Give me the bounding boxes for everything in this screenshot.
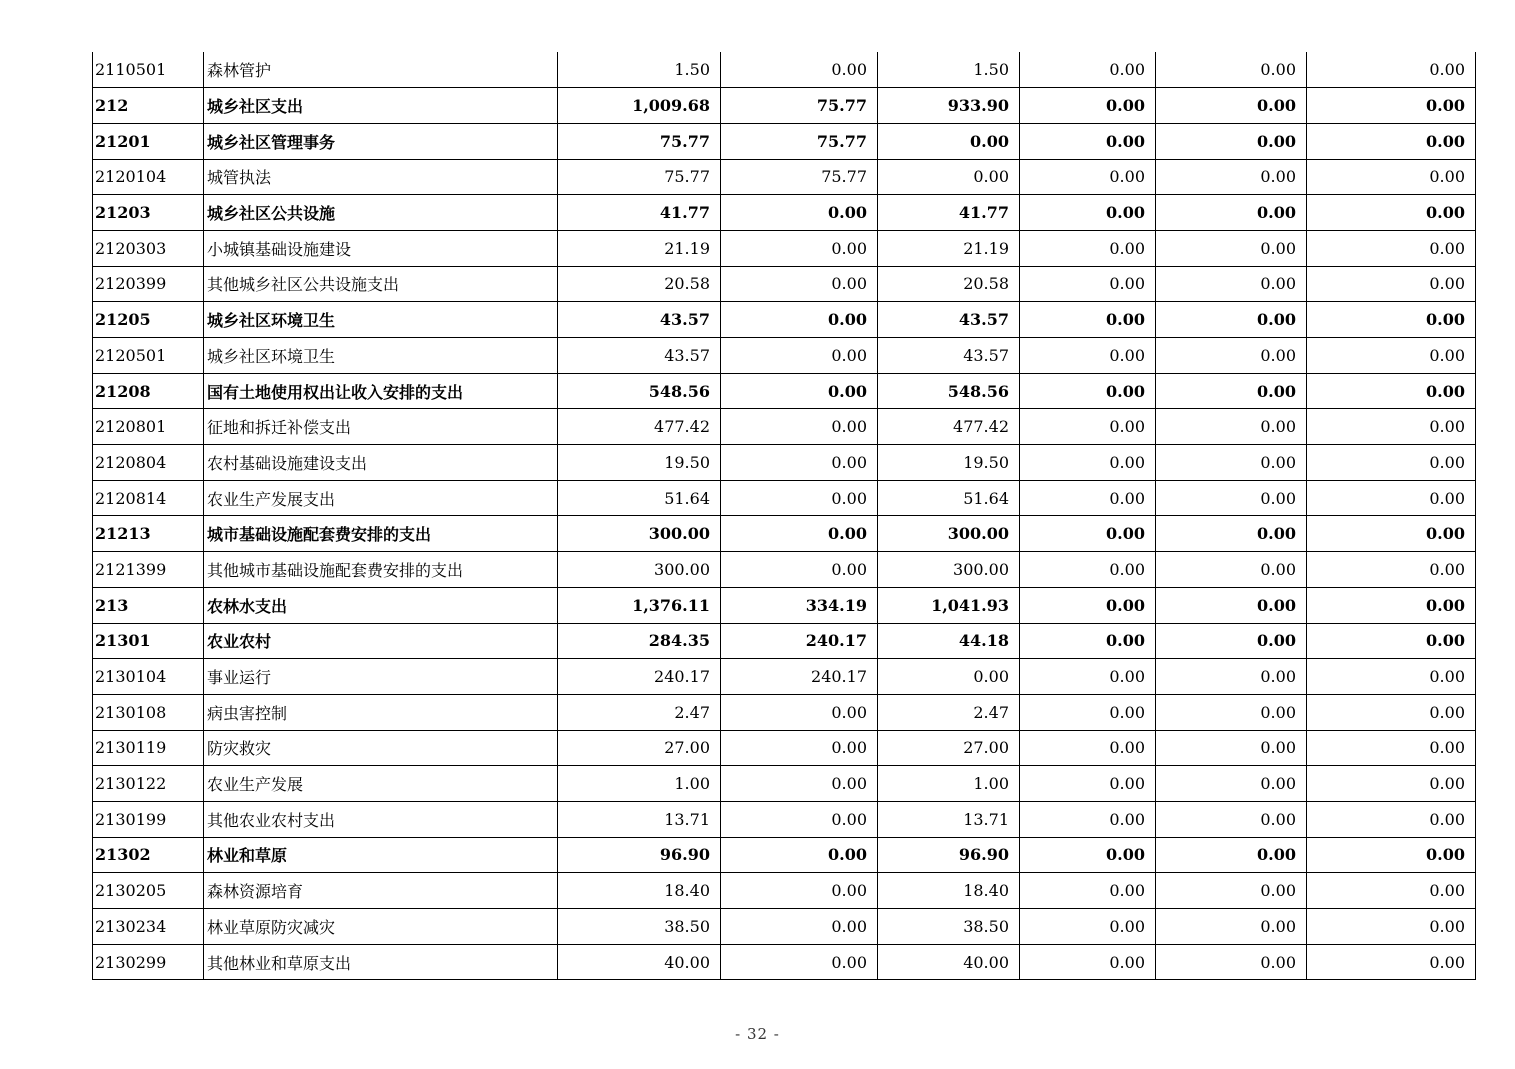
cell-subject-name: 城乡社区支出 <box>204 88 558 124</box>
cell-amount-2: 75.77 <box>721 159 878 195</box>
cell-amount-1: 43.57 <box>558 302 721 338</box>
cell-subject-code: 2121399 <box>93 552 204 588</box>
cell-amount-3: 0.00 <box>878 123 1020 159</box>
cell-amount-2: 0.00 <box>721 944 878 980</box>
cell-amount-5: 0.00 <box>1156 659 1307 695</box>
cell-amount-6: 0.00 <box>1307 373 1476 409</box>
cell-amount-4: 0.00 <box>1020 801 1156 837</box>
cell-amount-2: 75.77 <box>721 123 878 159</box>
cell-amount-6: 0.00 <box>1307 123 1476 159</box>
cell-subject-name: 农业生产发展 <box>204 766 558 802</box>
cell-amount-2: 0.00 <box>721 230 878 266</box>
cell-amount-5: 0.00 <box>1156 409 1307 445</box>
cell-amount-4: 0.00 <box>1020 480 1156 516</box>
cell-subject-name: 城管执法 <box>204 159 558 195</box>
cell-amount-5: 0.00 <box>1156 801 1307 837</box>
cell-subject-name: 农业生产发展支出 <box>204 480 558 516</box>
cell-amount-3: 1,041.93 <box>878 587 1020 623</box>
cell-subject-code: 212 <box>93 88 204 124</box>
table-row <box>93 480 1476 516</box>
cell-amount-5: 0.00 <box>1156 730 1307 766</box>
cell-subject-name: 森林资源培育 <box>204 873 558 909</box>
cell-amount-4: 0.00 <box>1020 445 1156 481</box>
cell-subject-code: 2120303 <box>93 230 204 266</box>
cell-amount-1: 27.00 <box>558 730 721 766</box>
cell-amount-2: 75.77 <box>721 88 878 124</box>
table-row <box>93 266 1476 302</box>
cell-subject-name: 农村基础设施建设支出 <box>204 445 558 481</box>
cell-amount-4: 0.00 <box>1020 909 1156 945</box>
cell-subject-name: 城乡社区环境卫生 <box>204 338 558 374</box>
cell-amount-6: 0.00 <box>1307 302 1476 338</box>
table-row <box>93 694 1476 730</box>
cell-amount-6: 0.00 <box>1307 159 1476 195</box>
cell-amount-2: 0.00 <box>721 52 878 88</box>
cell-amount-5: 0.00 <box>1156 52 1307 88</box>
cell-subject-name: 病虫害控制 <box>204 694 558 730</box>
cell-amount-2: 0.00 <box>721 338 878 374</box>
cell-subject-code: 21208 <box>93 373 204 409</box>
cell-amount-4: 0.00 <box>1020 88 1156 124</box>
cell-amount-6: 0.00 <box>1307 837 1476 873</box>
cell-amount-3: 1.00 <box>878 766 1020 802</box>
cell-amount-1: 18.40 <box>558 873 721 909</box>
cell-amount-2: 0.00 <box>721 516 878 552</box>
cell-amount-3: 933.90 <box>878 88 1020 124</box>
cell-amount-3: 18.40 <box>878 873 1020 909</box>
cell-subject-name: 国有土地使用权出让收入安排的支出 <box>204 373 558 409</box>
cell-subject-code: 2120104 <box>93 159 204 195</box>
cell-amount-3: 0.00 <box>878 659 1020 695</box>
cell-amount-6: 0.00 <box>1307 52 1476 88</box>
cell-amount-5: 0.00 <box>1156 587 1307 623</box>
cell-amount-2: 240.17 <box>721 623 878 659</box>
cell-amount-5: 0.00 <box>1156 766 1307 802</box>
cell-subject-code: 21201 <box>93 123 204 159</box>
cell-amount-6: 0.00 <box>1307 587 1476 623</box>
cell-amount-3: 43.57 <box>878 338 1020 374</box>
cell-amount-1: 13.71 <box>558 801 721 837</box>
cell-subject-code: 2130122 <box>93 766 204 802</box>
table-row <box>93 159 1476 195</box>
cell-subject-name: 事业运行 <box>204 659 558 695</box>
cell-amount-1: 1,009.68 <box>558 88 721 124</box>
table-body <box>93 52 1476 980</box>
cell-amount-5: 0.00 <box>1156 88 1307 124</box>
cell-subject-name: 林业和草原 <box>204 837 558 873</box>
cell-subject-name: 其他农业农村支出 <box>204 801 558 837</box>
cell-amount-1: 548.56 <box>558 373 721 409</box>
cell-amount-5: 0.00 <box>1156 445 1307 481</box>
cell-amount-5: 0.00 <box>1156 552 1307 588</box>
cell-amount-1: 2.47 <box>558 694 721 730</box>
cell-amount-3: 548.56 <box>878 373 1020 409</box>
cell-amount-5: 0.00 <box>1156 480 1307 516</box>
cell-amount-6: 0.00 <box>1307 909 1476 945</box>
table-row <box>93 445 1476 481</box>
cell-subject-name: 城乡社区环境卫生 <box>204 302 558 338</box>
table-row <box>93 909 1476 945</box>
cell-amount-6: 0.00 <box>1307 445 1476 481</box>
cell-amount-4: 0.00 <box>1020 123 1156 159</box>
cell-amount-3: 13.71 <box>878 801 1020 837</box>
cell-subject-code: 213 <box>93 587 204 623</box>
cell-subject-code: 2130234 <box>93 909 204 945</box>
table-row <box>93 409 1476 445</box>
budget-table <box>92 52 1476 980</box>
cell-amount-1: 75.77 <box>558 159 721 195</box>
cell-amount-6: 0.00 <box>1307 480 1476 516</box>
cell-amount-1: 20.58 <box>558 266 721 302</box>
table-row <box>93 52 1476 88</box>
cell-subject-code: 2120399 <box>93 266 204 302</box>
cell-amount-1: 51.64 <box>558 480 721 516</box>
cell-amount-5: 0.00 <box>1156 694 1307 730</box>
cell-subject-name: 森林管护 <box>204 52 558 88</box>
cell-amount-1: 477.42 <box>558 409 721 445</box>
cell-amount-2: 0.00 <box>721 373 878 409</box>
cell-amount-4: 0.00 <box>1020 587 1156 623</box>
table-row <box>93 230 1476 266</box>
cell-subject-name: 小城镇基础设施建设 <box>204 230 558 266</box>
cell-amount-4: 0.00 <box>1020 694 1156 730</box>
cell-amount-2: 0.00 <box>721 409 878 445</box>
cell-subject-code: 21301 <box>93 623 204 659</box>
cell-amount-5: 0.00 <box>1156 837 1307 873</box>
cell-amount-3: 41.77 <box>878 195 1020 231</box>
table-row <box>93 873 1476 909</box>
cell-subject-name: 城乡社区管理事务 <box>204 123 558 159</box>
table-row <box>93 730 1476 766</box>
cell-amount-2: 0.00 <box>721 480 878 516</box>
cell-subject-code: 2130104 <box>93 659 204 695</box>
cell-amount-1: 96.90 <box>558 837 721 873</box>
table-row <box>93 552 1476 588</box>
cell-subject-name: 农业农村 <box>204 623 558 659</box>
cell-amount-1: 43.57 <box>558 338 721 374</box>
cell-subject-name: 防灾救灾 <box>204 730 558 766</box>
cell-subject-name: 征地和拆迁补偿支出 <box>204 409 558 445</box>
table-row <box>93 766 1476 802</box>
cell-amount-4: 0.00 <box>1020 552 1156 588</box>
cell-amount-4: 0.00 <box>1020 623 1156 659</box>
table-row <box>93 123 1476 159</box>
cell-amount-5: 0.00 <box>1156 230 1307 266</box>
cell-subject-name: 其他城市基础设施配套费安排的支出 <box>204 552 558 588</box>
cell-amount-3: 0.00 <box>878 159 1020 195</box>
cell-amount-5: 0.00 <box>1156 123 1307 159</box>
table-row <box>93 944 1476 980</box>
cell-subject-code: 2130119 <box>93 730 204 766</box>
cell-amount-2: 0.00 <box>721 266 878 302</box>
cell-amount-5: 0.00 <box>1156 266 1307 302</box>
cell-amount-4: 0.00 <box>1020 730 1156 766</box>
table-row <box>93 587 1476 623</box>
cell-amount-4: 0.00 <box>1020 230 1156 266</box>
cell-amount-2: 240.17 <box>721 659 878 695</box>
cell-amount-4: 0.00 <box>1020 195 1156 231</box>
cell-amount-1: 284.35 <box>558 623 721 659</box>
cell-amount-5: 0.00 <box>1156 373 1307 409</box>
cell-subject-code: 2120501 <box>93 338 204 374</box>
cell-amount-6: 0.00 <box>1307 873 1476 909</box>
cell-amount-5: 0.00 <box>1156 623 1307 659</box>
cell-subject-code: 2120814 <box>93 480 204 516</box>
cell-amount-2: 0.00 <box>721 730 878 766</box>
cell-amount-6: 0.00 <box>1307 730 1476 766</box>
cell-amount-6: 0.00 <box>1307 766 1476 802</box>
cell-amount-6: 0.00 <box>1307 338 1476 374</box>
cell-amount-6: 0.00 <box>1307 623 1476 659</box>
cell-amount-6: 0.00 <box>1307 659 1476 695</box>
cell-amount-3: 2.47 <box>878 694 1020 730</box>
cell-amount-4: 0.00 <box>1020 766 1156 802</box>
cell-subject-code: 2130199 <box>93 801 204 837</box>
cell-amount-1: 38.50 <box>558 909 721 945</box>
cell-amount-4: 0.00 <box>1020 659 1156 695</box>
table-row <box>93 837 1476 873</box>
cell-amount-6: 0.00 <box>1307 516 1476 552</box>
cell-amount-3: 27.00 <box>878 730 1020 766</box>
cell-amount-6: 0.00 <box>1307 195 1476 231</box>
cell-amount-2: 0.00 <box>721 552 878 588</box>
cell-amount-3: 19.50 <box>878 445 1020 481</box>
table-row <box>93 623 1476 659</box>
cell-amount-5: 0.00 <box>1156 159 1307 195</box>
cell-amount-2: 0.00 <box>721 766 878 802</box>
cell-amount-6: 0.00 <box>1307 944 1476 980</box>
table-row <box>93 338 1476 374</box>
cell-amount-1: 41.77 <box>558 195 721 231</box>
table-row <box>93 801 1476 837</box>
cell-amount-1: 1.50 <box>558 52 721 88</box>
cell-amount-4: 0.00 <box>1020 409 1156 445</box>
cell-amount-6: 0.00 <box>1307 801 1476 837</box>
cell-subject-code: 2130108 <box>93 694 204 730</box>
cell-amount-5: 0.00 <box>1156 302 1307 338</box>
cell-amount-3: 43.57 <box>878 302 1020 338</box>
cell-amount-4: 0.00 <box>1020 516 1156 552</box>
cell-amount-6: 0.00 <box>1307 694 1476 730</box>
cell-amount-4: 0.00 <box>1020 338 1156 374</box>
cell-amount-1: 300.00 <box>558 516 721 552</box>
cell-subject-name: 其他林业和草原支出 <box>204 944 558 980</box>
cell-amount-2: 0.00 <box>721 694 878 730</box>
cell-amount-3: 38.50 <box>878 909 1020 945</box>
cell-amount-3: 21.19 <box>878 230 1020 266</box>
cell-amount-6: 0.00 <box>1307 230 1476 266</box>
cell-amount-3: 96.90 <box>878 837 1020 873</box>
cell-subject-code: 2130299 <box>93 944 204 980</box>
page-number: - 32 - <box>735 1025 780 1043</box>
cell-amount-1: 240.17 <box>558 659 721 695</box>
cell-amount-4: 0.00 <box>1020 266 1156 302</box>
cell-subject-code: 21302 <box>93 837 204 873</box>
cell-amount-4: 0.00 <box>1020 302 1156 338</box>
cell-amount-3: 1.50 <box>878 52 1020 88</box>
cell-amount-3: 300.00 <box>878 516 1020 552</box>
table-row <box>93 516 1476 552</box>
cell-amount-3: 20.58 <box>878 266 1020 302</box>
cell-subject-name: 其他城乡社区公共设施支出 <box>204 266 558 302</box>
cell-amount-4: 0.00 <box>1020 373 1156 409</box>
cell-subject-code: 21213 <box>93 516 204 552</box>
cell-amount-5: 0.00 <box>1156 944 1307 980</box>
cell-subject-code: 2120801 <box>93 409 204 445</box>
cell-amount-1: 40.00 <box>558 944 721 980</box>
cell-amount-3: 477.42 <box>878 409 1020 445</box>
cell-amount-6: 0.00 <box>1307 552 1476 588</box>
table-row <box>93 195 1476 231</box>
cell-amount-2: 0.00 <box>721 445 878 481</box>
cell-amount-4: 0.00 <box>1020 873 1156 909</box>
cell-amount-4: 0.00 <box>1020 52 1156 88</box>
cell-subject-code: 21203 <box>93 195 204 231</box>
cell-subject-code: 2120804 <box>93 445 204 481</box>
cell-subject-name: 城市基础设施配套费安排的支出 <box>204 516 558 552</box>
cell-amount-1: 300.00 <box>558 552 721 588</box>
cell-subject-code: 2130205 <box>93 873 204 909</box>
cell-amount-4: 0.00 <box>1020 944 1156 980</box>
table-row <box>93 302 1476 338</box>
cell-subject-name: 农林水支出 <box>204 587 558 623</box>
cell-amount-2: 334.19 <box>721 587 878 623</box>
cell-amount-6: 0.00 <box>1307 409 1476 445</box>
cell-amount-2: 0.00 <box>721 195 878 231</box>
cell-subject-code: 21205 <box>93 302 204 338</box>
cell-amount-3: 300.00 <box>878 552 1020 588</box>
cell-amount-5: 0.00 <box>1156 873 1307 909</box>
cell-amount-5: 0.00 <box>1156 195 1307 231</box>
cell-amount-1: 1.00 <box>558 766 721 802</box>
cell-amount-2: 0.00 <box>721 873 878 909</box>
cell-amount-4: 0.00 <box>1020 159 1156 195</box>
cell-amount-3: 51.64 <box>878 480 1020 516</box>
table-row <box>93 659 1476 695</box>
cell-amount-2: 0.00 <box>721 837 878 873</box>
cell-amount-2: 0.00 <box>721 909 878 945</box>
cell-amount-1: 75.77 <box>558 123 721 159</box>
cell-amount-5: 0.00 <box>1156 516 1307 552</box>
cell-subject-name: 林业草原防灾减灾 <box>204 909 558 945</box>
cell-amount-6: 0.00 <box>1307 266 1476 302</box>
cell-amount-3: 40.00 <box>878 944 1020 980</box>
cell-amount-5: 0.00 <box>1156 909 1307 945</box>
cell-amount-3: 44.18 <box>878 623 1020 659</box>
table-row <box>93 88 1476 124</box>
cell-amount-1: 19.50 <box>558 445 721 481</box>
cell-subject-name: 城乡社区公共设施 <box>204 195 558 231</box>
cell-amount-2: 0.00 <box>721 302 878 338</box>
cell-amount-5: 0.00 <box>1156 338 1307 374</box>
cell-subject-code: 2110501 <box>93 52 204 88</box>
cell-amount-4: 0.00 <box>1020 837 1156 873</box>
cell-amount-1: 1,376.11 <box>558 587 721 623</box>
cell-amount-2: 0.00 <box>721 801 878 837</box>
cell-amount-6: 0.00 <box>1307 88 1476 124</box>
table-row <box>93 373 1476 409</box>
cell-amount-1: 21.19 <box>558 230 721 266</box>
